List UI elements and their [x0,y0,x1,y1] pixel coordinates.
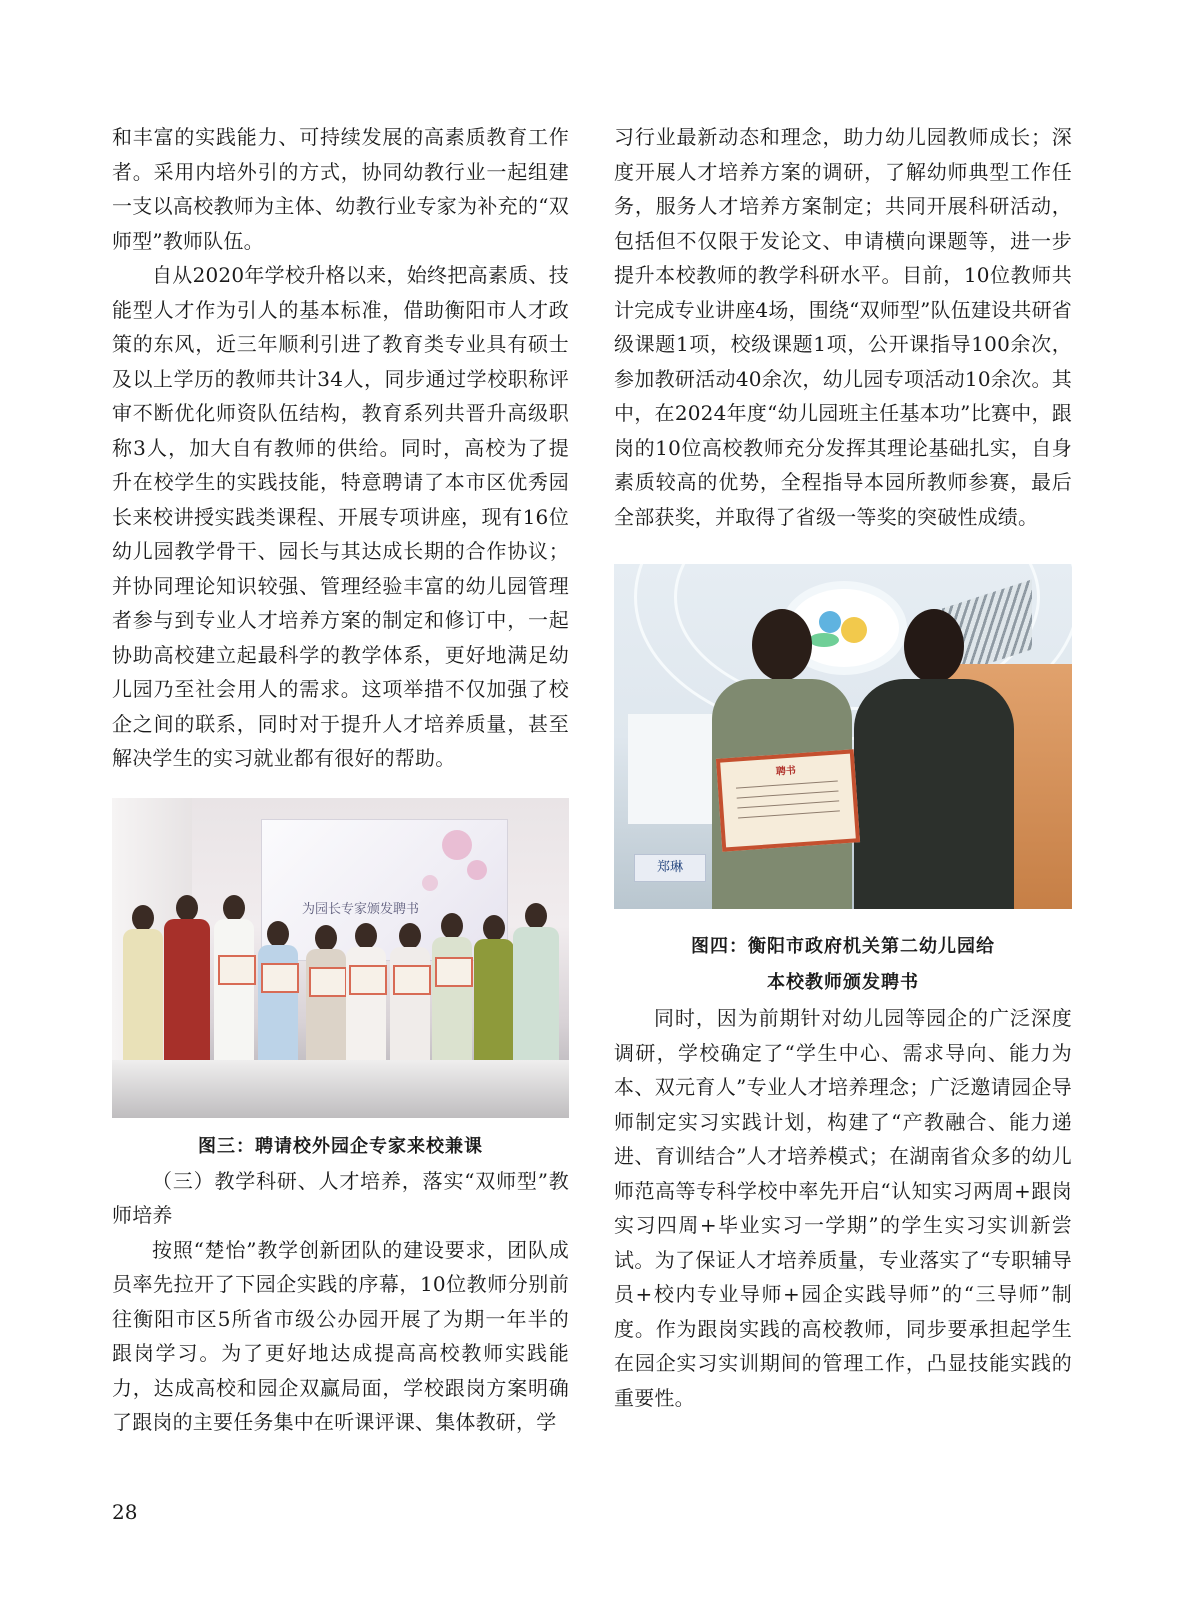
person [120,905,166,1073]
figure-4-caption-line-2: 本校教师颁发聘书 [767,972,919,993]
certificate-text-line [736,780,838,788]
certificate [393,965,431,995]
conference-table [112,1060,569,1118]
screen-title: 为园长专家颁发聘书 [302,901,420,917]
figure-3-photo [112,798,569,1118]
person-body [164,919,210,1073]
person-head [267,921,289,947]
certificate [261,963,299,993]
left-paragraph-3: 按照“楚怡”教学创新团队的建设要求，团队成员率先拉开了下园企实践的序幕，10位教师分别前往衡阳市区5所省市级公办园开展了为期一年半的跟岗学习。为了更好地达成提高高校教师实践能力，达成高校和园企双赢局面，学校跟岗方案明确了跟岗的主要任务集中在听课评课、集体教研，学 [112,1237,569,1434]
person-head [315,925,337,951]
person-head [483,915,505,941]
certificate-title: 聘书 [775,765,797,778]
blossom-decoration [442,830,472,860]
figure-4-photo [614,564,1072,909]
right-paragraph-2: 同时，因为前期针对幼儿园等园企的广泛深度调研，学校确定了“学生中心、需求导向、能力为本、双元育人”专业人才培养理念；广泛邀请园企导师制定实习实践计划，构建了“产教融合、能力递进、育训结合”人才培养模式；在湖南省众多的幼儿师范高等专科学校中率先开启“认知实习两周+跟岗实习四周+毕业实习一学期”的学生实习实训新尝试。为了保证人才培养质量，专业落实了“专职辅导员+校内专业导师+园企实践导师”的“三导师”制度。作为跟岗实践的高校教师，同步要承担起学生在园企实习实训期间的管理工作，凸显技能实践的重要性。 [614,1006,1072,1410]
person-body [123,929,163,1073]
person-head [399,923,421,949]
person [256,921,300,1073]
blossom-decoration [467,860,487,880]
figure-3-caption: 图三：聘请校外园企专家来校兼课 [198,1135,483,1157]
person-body [513,927,559,1073]
page-number: 28 [112,1500,138,1524]
section-heading: （三）教学科研、人才培养，落实“双师型”教师培养 [112,1168,569,1227]
certificate [435,957,473,987]
person [388,923,432,1073]
person [162,895,212,1073]
person [512,903,560,1073]
person [472,915,516,1073]
person-head [176,895,198,921]
certificate [716,749,860,851]
left-paragraph-1: 和丰富的实践能力、可持续发展的高素质教育工作者。采用内培外引的方式，协同幼教行业一起组建一支以高校教师为主体、幼教行业专家为补充的“双师型”教师队伍。 [112,125,569,253]
person-head [904,609,964,683]
person-body [854,679,1014,909]
person-head [441,913,463,939]
person [430,913,474,1073]
person-head [525,903,547,929]
blossom-decoration [422,875,438,891]
left-paragraph-2: 自从2020年学校升格以来，始终把高素质、技能型人才作为引人的基本标准，借助衡阳市人才政策的东风，近三年顺利引进了教育类专业具有硕士及以上学历的教师共计34人，同步通过学校职称评审不断优化师资队伍结构，教育系列共晋升高级职称3人，加大自有教师的供给。同时，高校为了提升在校学生的实践技能，特意聘请了本市区优秀园长来校讲授实践类课程、开展专项讲座，现有16位幼儿园教学骨干、园长与其达成长期的合作协议；并协同理论知识较强、管理经验丰富的幼儿园管理者参与到专业人才培养方案的制定和修订中，一起协助高校建立起最科学的教学体系，更好地满足幼儿园乃至社会用人的需求。这项举措不仅加强了校企之间的联系，同时对于提升人才培养质量，甚至解决学生的实习就业都有很好的帮助。 [112,263,569,770]
person-right [854,609,1014,909]
certificate-text-line [738,810,840,818]
person-head [355,923,377,949]
person-head [223,895,245,921]
certificate [309,967,347,997]
certificate [218,955,256,985]
person [212,895,256,1073]
right-column [614,120,1072,1415]
nameplate: 郑琳 [634,854,706,882]
left-column [112,120,569,1440]
person [304,925,348,1073]
person-body [214,919,254,1073]
certificate [349,965,387,995]
person [344,923,388,1073]
certificate-text-line [737,800,839,808]
person-body [474,939,514,1073]
person-head [752,609,812,681]
figure-4-caption-line-1: 图四：衡阳市政府机关第二幼儿园给 [691,936,995,957]
certificate-text-line [737,790,839,798]
right-paragraph-1: 习行业最新动态和理念，助力幼儿园教师成长；深度开展人才培养方案的调研，了解幼师典型工作任务，服务人才培养方案制定；共同开展科研活动，包括但不仅限于发论文、申请横向课题等，进一步提升本校教师的教学科研水平。目前，10位教师共计完成专业讲座4场，围绕“双师型”队伍建设共研省级课题1项，校级课题1项，公开课指导100余次，参加教研活动40余次，幼儿园专项活动10余次。其中，在2024年度“幼儿园班主任基本功”比赛中，跟岗的10位高校教师充分发挥其理论基础扎实，自身素质较高的优势，全程指导本园所教师参赛，最后全部获奖，并取得了省级一等奖的突破性成绩。 [614,125,1072,529]
person-head [132,905,154,931]
